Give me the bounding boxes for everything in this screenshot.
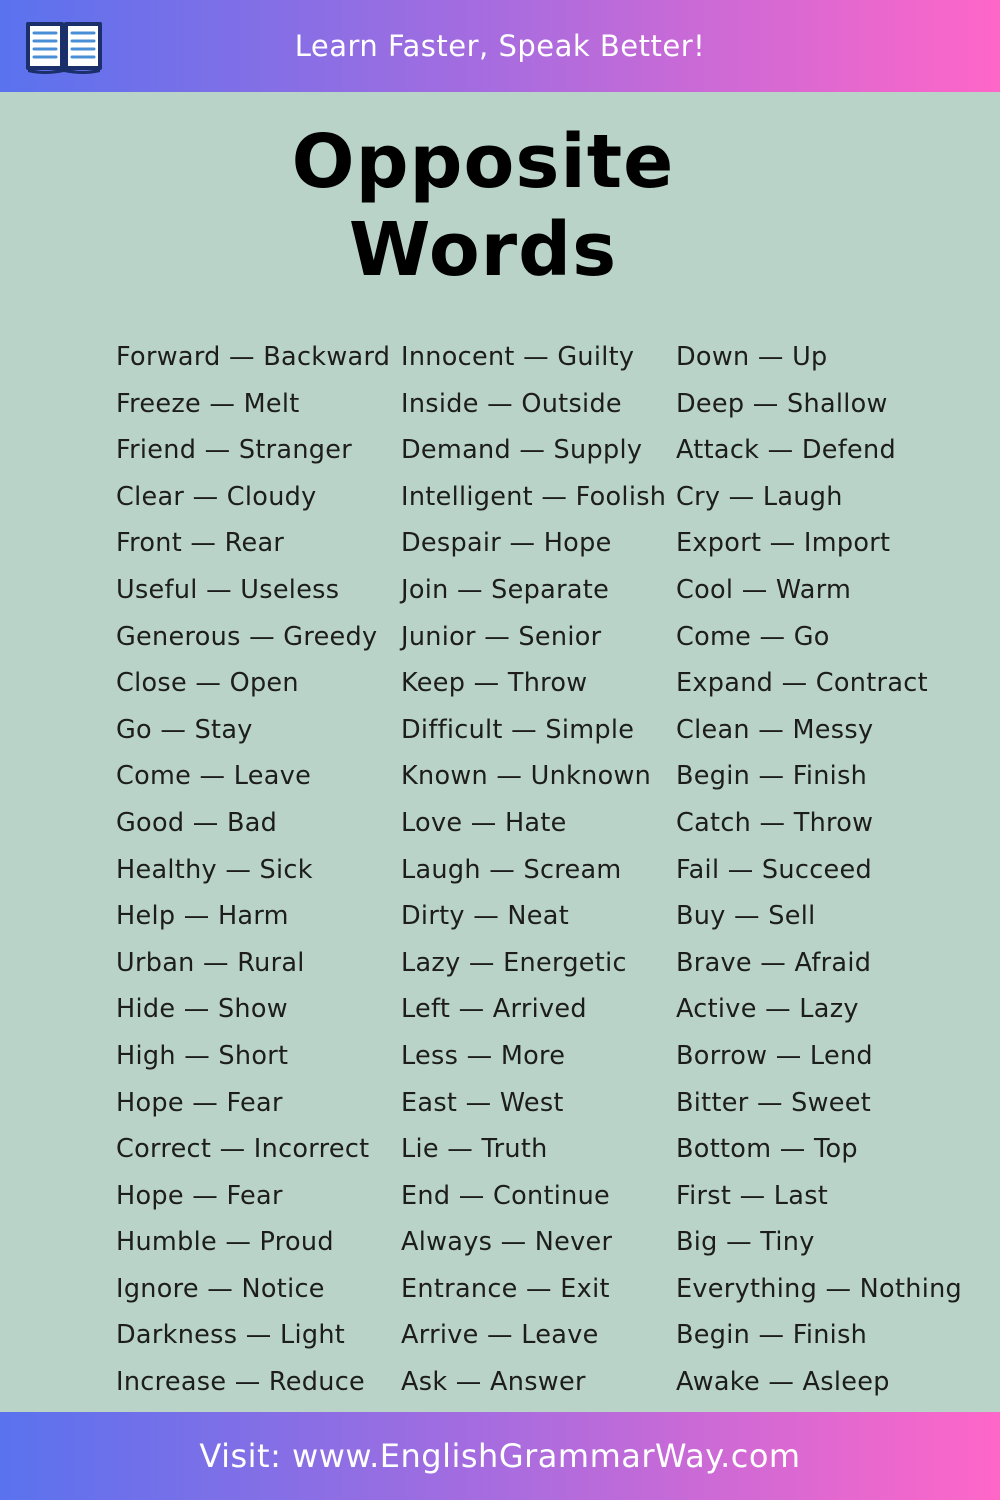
word-pair: Intelligent — Foolish [401, 481, 667, 512]
word-pair: Front — Rear [116, 528, 285, 559]
word-pair: Innocent — Guilty [401, 342, 635, 372]
page-title [0, 118, 966, 294]
word-pair: Come — Go [676, 621, 830, 652]
word-pair: Love — Hate [401, 807, 567, 838]
word-pair: Attack — Defend [676, 435, 896, 466]
title-line-2: Words [348, 207, 618, 293]
word-pair: Cool — Warm [676, 574, 852, 605]
word-pair: Friend — Stranger [116, 435, 353, 466]
word-pair: Difficult — Simple [401, 714, 635, 745]
word-pair: Buy — Sell [676, 901, 816, 932]
word-pair: Freeze — Melt [116, 388, 300, 419]
word-pair: Inside — Outside [401, 388, 622, 419]
word-pair: Deep — Shallow [676, 388, 888, 419]
word-pair: Active — Lazy [676, 994, 859, 1025]
word-pair: Join — Separate [401, 574, 610, 605]
word-pair: Good — Bad [116, 807, 278, 838]
word-pair: Expand — Contract [676, 668, 928, 699]
word-pair: Everything — Nothing [676, 1273, 963, 1304]
word-pair: Always — Never [401, 1227, 613, 1258]
header-bar [0, 0, 1000, 92]
word-pair: Generous — Greedy [116, 621, 378, 652]
word-pair: Hope — Fear [116, 1180, 283, 1211]
title-line-1: Opposite [291, 119, 675, 205]
word-pair: Begin — Finish [676, 1320, 868, 1351]
word-pair: Increase — Reduce [116, 1367, 366, 1398]
word-pair: East — West [401, 1087, 564, 1118]
word-pair: Clear — Cloudy [116, 481, 317, 512]
word-pair: Begin — Finish [676, 761, 868, 792]
word-pair: Urban — Rural [116, 947, 305, 978]
word-pair: Catch — Throw [676, 807, 874, 838]
footer-bar [0, 1412, 1000, 1500]
word-pair: Lazy — Energetic [401, 947, 627, 978]
word-pair: Export — Import [676, 528, 891, 559]
word-column-1 [116, 334, 416, 1406]
word-pair: Dirty — Neat [401, 901, 569, 932]
word-pair: Darkness — Light [116, 1320, 346, 1351]
word-pair: Demand — Supply [401, 435, 643, 466]
word-pair: Left — Arrived [401, 994, 587, 1025]
word-pair: Known — Unknown [401, 761, 652, 792]
word-pair: Healthy — Sick [116, 854, 313, 885]
word-pair: Hope — Fear [116, 1087, 283, 1118]
word-pair: Despair — Hope [401, 528, 612, 559]
word-pair: High — Short [116, 1040, 289, 1071]
word-pair: Down — Up [676, 342, 828, 372]
word-pair: Help — Harm [116, 901, 289, 932]
word-pair: Come — Leave [116, 761, 312, 792]
word-pair: Bottom — Top [676, 1134, 858, 1165]
word-pair: End — Continue [401, 1180, 611, 1211]
word-pair: Junior — Senior [401, 621, 602, 652]
footer-link[interactable]: Visit: www.EnglishGrammarWay.com [199, 1437, 801, 1475]
word-pair: Close — Open [116, 668, 299, 699]
word-pair: Humble — Proud [116, 1227, 334, 1258]
word-column-2 [401, 334, 701, 1406]
word-column-3 [676, 334, 976, 1406]
word-pair: Laugh — Scream [401, 854, 622, 885]
word-pair: Go — Stay [116, 714, 253, 745]
word-pair: Borrow — Lend [676, 1040, 873, 1071]
word-pair: Cry — Laugh [676, 481, 843, 512]
word-pair: Less — More [401, 1040, 566, 1071]
word-pair: First — Last [676, 1180, 829, 1211]
word-pair: Fail — Succeed [676, 854, 872, 885]
open-book-icon [24, 16, 104, 76]
word-pair: Bitter — Sweet [676, 1087, 872, 1118]
word-pair: Correct — Incorrect [116, 1134, 370, 1165]
word-pair: Arrive — Leave [401, 1320, 599, 1351]
tagline: Learn Faster, Speak Better! [294, 29, 706, 63]
word-pair: Big — Tiny [676, 1227, 815, 1258]
word-pair: Hide — Show [116, 994, 288, 1025]
word-pair: Ignore — Notice [116, 1273, 325, 1304]
word-pair: Awake — Asleep [676, 1367, 890, 1398]
word-pair: Ask — Answer [401, 1367, 586, 1398]
word-pair: Lie — Truth [401, 1134, 548, 1165]
word-pair: Clean — Messy [676, 714, 874, 745]
word-pair: Keep — Throw [401, 668, 588, 699]
word-pair: Forward — Backward [116, 342, 391, 372]
word-pair: Useful — Useless [116, 574, 340, 605]
word-pair: Brave — Afraid [676, 947, 872, 978]
word-pair: Entrance — Exit [401, 1273, 610, 1304]
